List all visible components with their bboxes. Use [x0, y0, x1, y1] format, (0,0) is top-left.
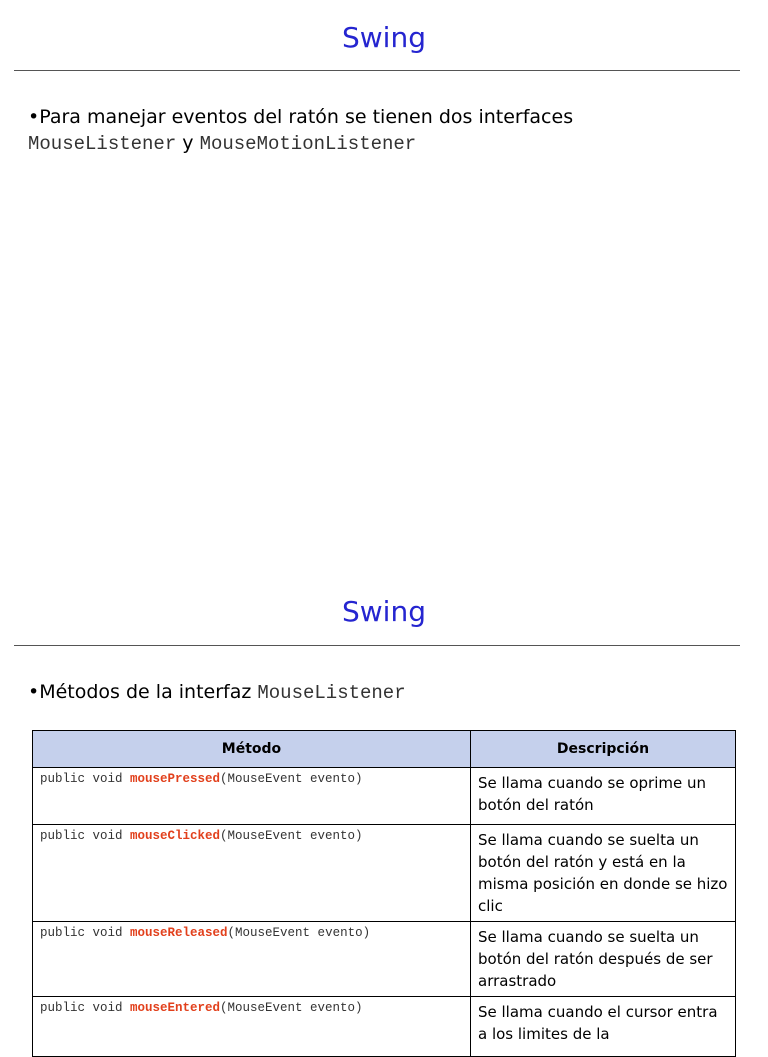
signature-params: (MouseEvent evento): [220, 829, 363, 843]
signature-params: (MouseEvent evento): [220, 1001, 363, 1015]
slide2-divider: [14, 645, 740, 646]
method-description: Se llama cuando el cursor entra a los limites de la: [471, 997, 736, 1057]
method-signature: [33, 997, 471, 1057]
slide1-interfaces-line: [28, 130, 416, 157]
table-header-row: [33, 731, 736, 768]
slide1-bullet: [28, 104, 573, 130]
bullet-mark: •: [28, 681, 40, 703]
interface-mouselistener: MouseListener: [257, 682, 406, 704]
methods-table: [32, 730, 736, 1057]
table-row: [33, 768, 736, 825]
header-descripcion: Descripción: [471, 731, 736, 768]
signature-prefix: public void: [40, 926, 131, 940]
signature-prefix: public void: [40, 772, 131, 786]
method-name: mouseClicked: [130, 829, 221, 843]
slide1-title: Swing: [342, 21, 426, 54]
signature-prefix: public void: [40, 829, 131, 843]
signature-params: (MouseEvent evento): [220, 772, 363, 786]
method-name: mousePressed: [130, 772, 221, 786]
header-metodo: Método: [33, 731, 471, 768]
slide2-bullet-text: Métodos de la interfaz: [39, 681, 252, 703]
method-name: mouseEntered: [130, 1001, 221, 1015]
method-signature: [33, 922, 471, 997]
bullet-mark: •: [28, 106, 40, 128]
signature-params: (MouseEvent evento): [227, 926, 371, 940]
table-row: [33, 825, 736, 922]
method-signature: [33, 825, 471, 922]
connector-word: y: [182, 132, 194, 154]
method-description: Se llama cuando se oprime un botón del ratón: [471, 768, 736, 825]
slide1-divider: [14, 70, 740, 71]
method-signature: [33, 768, 471, 825]
method-name: mouseReleased: [130, 926, 228, 940]
interface-mouselistener: MouseListener: [28, 133, 177, 155]
interface-mousemotionlistener: MouseMotionListener: [199, 133, 417, 155]
slide2-bullet: [28, 679, 406, 706]
method-description: Se llama cuando se suelta un botón del ratón y está en la misma posición en donde se hizo clic: [471, 825, 736, 922]
method-description: Se llama cuando se suelta un botón del ratón después de ser arrastrado: [471, 922, 736, 997]
slide1-bullet-text: Para manejar eventos del ratón se tienen dos interfaces: [39, 106, 574, 128]
table-row: [33, 922, 736, 997]
table-row: [33, 997, 736, 1057]
signature-prefix: public void: [40, 1001, 131, 1015]
slide2-title: Swing: [342, 595, 426, 628]
